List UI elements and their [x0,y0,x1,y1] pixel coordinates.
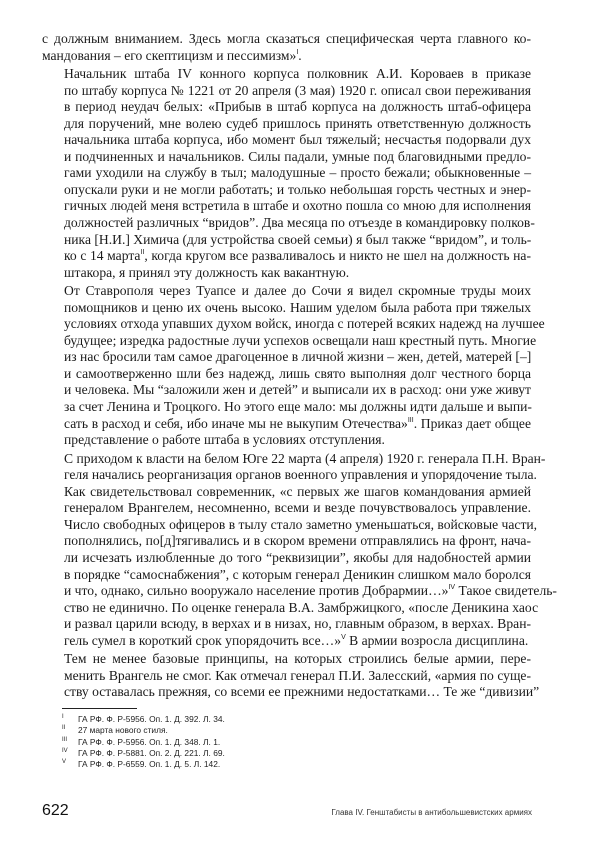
text-run: и что, однако, сильно вооружало население против Добрармии…» [64,583,449,599]
footnote-ref[interactable]: I [296,48,299,56]
text-line: по штабу корпуса № 1221 от 20 апреля (3 мая) 1920 г. описал свои переживания [64,82,531,98]
footnote-text: 27 марта нового стиля. [78,725,168,736]
text-line: ство не единично. По оценке генерала В.А. Замбржицкого, «после Деникина хаос [64,599,539,615]
text-line [42,248,531,265]
page-number: 622 [42,802,69,819]
text-line: и подчиненных и начальников. Силы падали, умные под благовидными предло- [64,148,531,164]
text-line: пополнялись, по[д]тягивались и в скором времени отправлялись на фронт, нача- [64,533,531,549]
text-line: начальника штаба корпуса, ибо момент был тяжелый; несчастья подорвали дух [64,132,531,148]
text-run: . Приказ дает общее [413,415,531,431]
paragraph-3 [42,283,545,448]
text-run: ко с 14 марта [64,248,141,264]
paragraph-4 [42,450,557,650]
footnote-mark: I [62,714,64,720]
text-line: и самоотверженно шли без надежд, лишь свято выполняя долг честного борца [64,365,531,381]
footnote-mark: III [62,736,68,743]
body-text [42,31,557,701]
text-line: условиях отхода упавших духом войск, иногда с потерей всяких надежд на лучшее [64,316,545,332]
text-line [42,633,531,650]
text-line: будущее; изредка радостные лучи успехов освещали наш крестный путь. Многие [64,332,537,348]
footnote-mark: IV [62,747,68,754]
footnote-ref[interactable]: V [341,633,346,641]
text-run: гель сумел в короткий срок упорядочить все…» [64,632,342,648]
paragraph-5 [42,651,540,701]
text-run: мандования – его скептицизм и пессимизм» [42,47,297,63]
text-line: От Ставрополя через Туапсе и далее до Сочи я видел скромные труды моих [64,283,531,299]
text-line: из нас бросили там самое драгоценное в личной жизни – жен, детей, матерей [–] [64,349,532,365]
footnote-text: ГА РФ. Ф. Р-5956. Оп. 1. Д. 392. Л. 34. [78,714,225,724]
text-line: Как свидетельствовал современник, «с первых же шагов командования армией [64,483,531,499]
text-line: в порядке “самоснабжения”, с которым генерал Деникин слишком мало боролся [64,566,531,582]
text-line: гичных людей меня встретила в штабе и охотно пошла со мною для исполнения [64,198,531,214]
footnote-separator [62,708,137,709]
paragraph-2 [42,66,535,281]
text-line: за счет Ленина и Троцкого. Но этого еще мало: мы должны идти дальше и выпи- [64,399,532,415]
text-line: генералом Врангелем, несомненно, всеми и везде почувствовалось управление. [64,500,531,516]
text-line: штакора, я принял эту должность как вакантную. [64,264,350,280]
text-line: ству оставалась прежняя, со всеми ее прежними недостатками… Те же “дивизии” [64,684,540,700]
footnote-item [62,714,362,725]
text-line: геля начались реорганизация органов военного управления и упорядочение тыла. [64,467,537,483]
text-line: представление о работе штаба в условиях отступления. [64,432,385,448]
footnote-text: ГА РФ. Ф. Р-5881. Оп. 2. Д. 221. Л. 69. [78,747,225,758]
footnote-item [62,737,362,748]
text-line: ника [Н.И.] Химича (для устройства своей семьи) я был также “вридом”, и толь- [64,231,532,247]
text-line: помощников и ценю их очень высоко. Нашим уделом была работа при тяжелых [64,299,531,315]
text-line: должностей различных “вридов”. Два месяца по отъезде в командировку полков- [64,215,535,231]
text-line: С приходом к власти на белом Юге 22 марта (4 апреля) 1920 г. генерала П.Н. Вран- [64,450,546,466]
text-line [42,583,557,600]
text-line: для поручений, мне волею судеб пришлось принять ответственную должность [64,115,531,131]
text-run: . [298,47,302,63]
footnote-mark: II [62,725,66,732]
text-line: гами уходили на службу в тыл; малодушные – просто бежали; обыкновенные – [64,165,531,181]
text-run: , когда кругом все разваливалось и никто не шел на должность на- [144,248,531,264]
text-line: Число свободных офицеров в тылу стало заметно уменьшаться, войсковые части, [64,516,538,532]
text-line: ли исчезать излюбленные до того “реквизиции”, якобы для надобностей армии [64,549,531,565]
text-line: Тем не менее базовые принципы, на которых строились белые армии, пере- [64,651,531,667]
text-line [42,416,531,433]
text-line: в период неудач белых: «Прибыв в штаб корпуса на должность штаб-офицера [64,99,531,115]
footnotes [62,714,362,770]
paragraph-1 [42,31,531,64]
footnote-text: ГА РФ. Ф. Р-6559. Оп. 1. Д. 5. Л. 142. [78,759,221,770]
text-line: менить Врангель не смог. Как отмечал генерал П.И. Залесский, «армия по суще- [64,667,531,683]
footnote-ref[interactable]: IV [448,584,456,592]
text-run: Такое свидетель- [455,583,557,599]
footnote-mark: V [62,759,67,766]
footnote-text: ГА РФ. Ф. Р-5956. Оп. 1. Д. 348. Л. 1. [78,736,221,747]
text-line [42,48,531,65]
footnote-item [62,748,362,759]
text-run: В армии возросла дисциплина. [345,632,529,648]
text-line: Начальник штаба IV конного корпуса полковник А.И. Короваев в приказе [64,66,531,82]
text-line: и развал царили всюду, в верхах и в низах, но, главным образом, в верхах. Вран- [64,616,531,632]
footnote-ref[interactable]: II [140,249,145,257]
text-run: сать в расход и себя, ибо иначе мы не выкупим Отечества» [64,415,408,431]
footnote-ref[interactable]: III [407,416,414,424]
text-line: и человека. Мы “заложили жен и детей” и выписали их в расход: они уже живут [64,382,531,398]
running-head: Глава IV. Генштабисты в антибольшевистских армиях [331,808,532,817]
footnote-item [62,725,362,736]
text-line: опускали руки и не могли работать; и только небольшая горсть честных и энер- [64,181,531,197]
text-line: с должным вниманием. Здесь могла сказаться специфическая черта главного ко- [42,31,531,46]
footnote-item [62,759,362,770]
